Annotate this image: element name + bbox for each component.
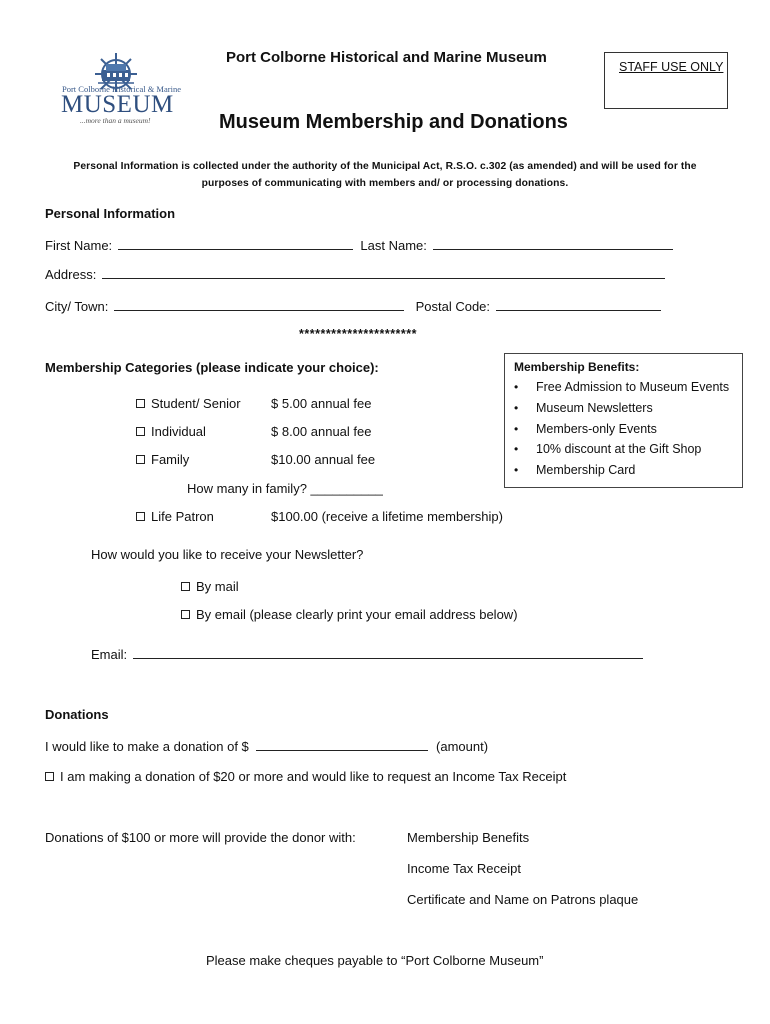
- donation-amount-label: I would like to make a donation of $: [45, 739, 249, 754]
- membership-benefits-box: [504, 353, 743, 488]
- by-mail-label: By mail: [196, 579, 239, 594]
- family-count-field[interactable]: How many in family? __________: [187, 481, 383, 496]
- tax-receipt-option[interactable]: [45, 769, 566, 784]
- org-heading: Port Colborne Historical and Marine Museum: [226, 49, 547, 66]
- last-name-field[interactable]: [433, 237, 673, 250]
- life-patron-label: Life Patron: [151, 509, 214, 524]
- benefit-item: • Membership Card: [506, 460, 729, 481]
- staff-use-label: STAFF USE ONLY: [619, 60, 724, 74]
- logo-org-name: Port Colborne Historical & Marine: [62, 84, 181, 94]
- individual-label: Individual: [151, 424, 206, 439]
- life-patron-fee: $100.00 (receive a lifetime membership): [271, 509, 503, 524]
- logo-tagline: ...more than a museum!: [80, 116, 151, 125]
- address-row: [45, 266, 665, 282]
- membership-option-family[interactable]: [136, 452, 189, 467]
- privacy-notice-line2: purposes of communicating with members and/ or processing donations.: [201, 178, 569, 189]
- benefit-item: • 10% discount at the Gift Shop: [506, 439, 729, 460]
- newsletter-option-mail[interactable]: [181, 579, 239, 594]
- address-label: Address:: [45, 267, 97, 282]
- first-name-field[interactable]: [118, 237, 353, 250]
- donor-provides-label: Donations of $100 or more will provide the donor with:: [45, 830, 356, 845]
- membership-option-individual[interactable]: [136, 424, 206, 439]
- by-email-label: By email (please clearly print your email address below): [196, 607, 518, 622]
- logo-museum-word: MUSEUM: [61, 91, 174, 118]
- email-label: Email:: [91, 647, 128, 662]
- personal-info-heading: Personal Information: [45, 206, 176, 221]
- family-fee: $10.00 annual fee: [271, 452, 376, 467]
- donation-amount-suffix: (amount): [436, 739, 489, 754]
- museum-logo: [60, 50, 181, 126]
- page-title: Museum Membership and Donations: [219, 111, 568, 133]
- cheque-note: Please make cheques payable to “Port Colborne Museum”: [206, 953, 544, 968]
- benefit-item: • Free Admission to Museum Events: [506, 377, 729, 398]
- tax-receipt-checkbox[interactable]: [45, 772, 54, 781]
- postal-code-label: Postal Code:: [415, 299, 491, 314]
- donations-heading: Donations: [45, 707, 109, 722]
- address-field[interactable]: [102, 266, 665, 279]
- donor-provide-item: Certificate and Name on Patrons plaque: [407, 892, 639, 907]
- by-email-checkbox[interactable]: [181, 610, 190, 619]
- tax-receipt-label: I am making a donation of $20 or more and would like to request an Income Tax Receipt: [60, 769, 567, 784]
- benefit-item: • Members-only Events: [506, 419, 729, 440]
- family-checkbox[interactable]: [136, 455, 145, 464]
- by-mail-checkbox[interactable]: [181, 582, 190, 591]
- membership-option-life-patron[interactable]: [136, 509, 214, 524]
- last-name-label: Last Name:: [360, 238, 427, 253]
- donor-provide-item: Membership Benefits: [407, 830, 530, 845]
- email-field[interactable]: [133, 646, 643, 659]
- first-name-label: First Name:: [45, 238, 113, 253]
- email-row: [91, 646, 643, 662]
- city-row: [45, 298, 661, 314]
- separator-stars: **********************: [299, 327, 418, 341]
- donor-provide-item: Income Tax Receipt: [407, 861, 521, 876]
- individual-checkbox[interactable]: [136, 427, 145, 436]
- membership-heading: Membership Categories (please indicate your choice):: [45, 360, 379, 375]
- newsletter-option-email[interactable]: [181, 607, 518, 622]
- benefit-item: • Museum Newsletters: [506, 398, 729, 419]
- newsletter-question: How would you like to receive your Newsletter?: [91, 547, 364, 562]
- benefits-list: [506, 377, 729, 481]
- donation-amount-field[interactable]: [256, 738, 428, 751]
- membership-option-student[interactable]: [136, 396, 241, 411]
- city-field[interactable]: [114, 298, 404, 311]
- donation-amount-row: [45, 738, 488, 754]
- student-checkbox[interactable]: [136, 399, 145, 408]
- postal-code-field[interactable]: [496, 298, 661, 311]
- life-patron-checkbox[interactable]: [136, 512, 145, 521]
- student-label: Student/ Senior: [151, 396, 241, 411]
- staff-use-box: [604, 52, 728, 109]
- family-label: Family: [151, 452, 190, 467]
- student-fee: $ 5.00 annual fee: [271, 396, 372, 411]
- privacy-notice-line1: Personal Information is collected under the authority of the Municipal Act, R.S.O. c.302 (as amended) and will be used for the: [73, 161, 697, 172]
- city-label: City/ Town:: [45, 299, 109, 314]
- first-name-row: [45, 237, 673, 253]
- benefits-heading: Membership Benefits:: [514, 360, 640, 374]
- individual-fee: $ 8.00 annual fee: [271, 424, 372, 439]
